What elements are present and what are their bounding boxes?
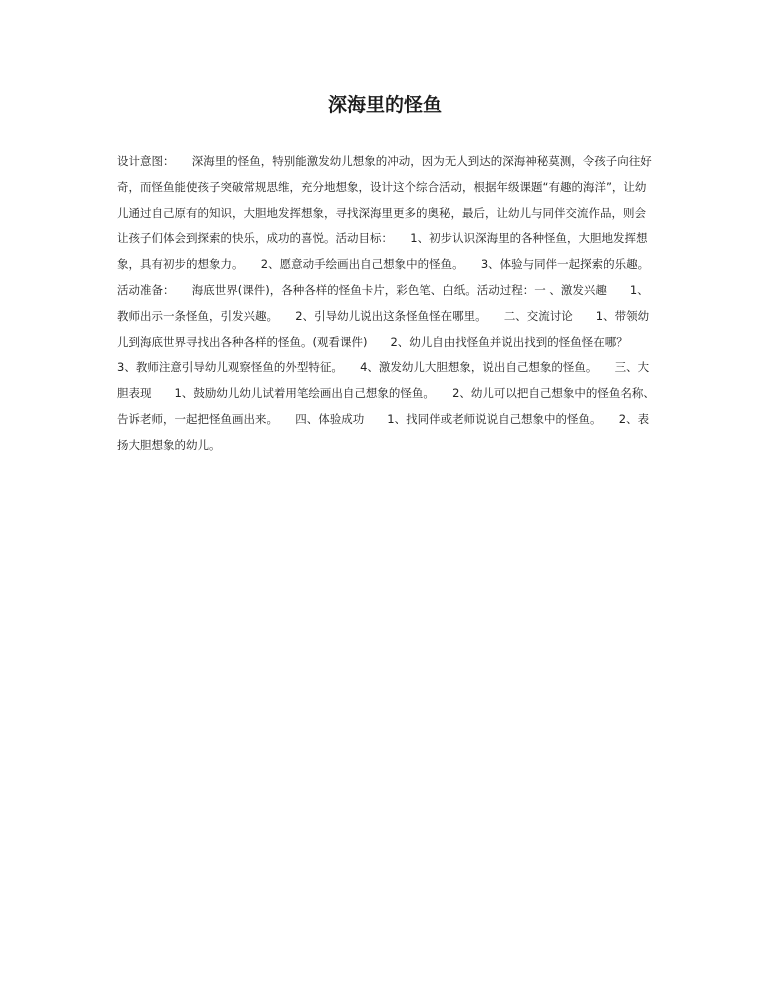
document-title: 深海里的怪鱼 [327, 94, 442, 116]
document-body: 设计意图： 深海里的怪鱼，特别能激发幼儿想象的冲动，因为无人到达的深海神秘莫测，令孩子向往好奇，而怪鱼能使孩子突破常规思维，充分地想象，设计这个综合活动，根据年级课题“有趣的海洋”，让幼儿通过自己原有的知识，大胆地发挥想象，寻找深海里更多的奥秘，最后，让幼儿与同伴交流作品，则会让孩子们体会到探索的快乐，成功的喜悦。活动目标： 1、初步认识深海里的各种怪鱼，大胆地发挥想象，具有初步的想象力。 2、愿意动手绘画出自己想象中的怪鱼。 3、体验与同伴一起探索的乐趣。活动准备： 海底世界(课件)，各种各样的怪鱼卡片，彩色笔、白纸。活动过程：一 、激发兴趣 1、教师出示一条怪鱼，引发兴趣。 2、引导幼儿说出这条怪鱼怪在哪里。 二、交流讨论 1、带领幼儿到海底世界寻找出各种各样的怪鱼。(观看课件) 2、幼儿自由找怪鱼并说出找到的怪鱼怪在哪？ 3、教师注意引导幼儿观察怪鱼的外型特征。 4、激发幼儿大胆想象，说出自己想象的怪鱼。 三、大胆表现 1、鼓励幼儿幼儿试着用笔绘画出自己想象的怪鱼。 2、幼儿可以把自己想象中的怪鱼名称、告诉老师，一起把怪鱼画出来。 四、体验成功 1、找同伴或老师说说自己想象中的怪鱼。 2、表扬大胆想象的幼儿。 [117, 154, 655, 452]
